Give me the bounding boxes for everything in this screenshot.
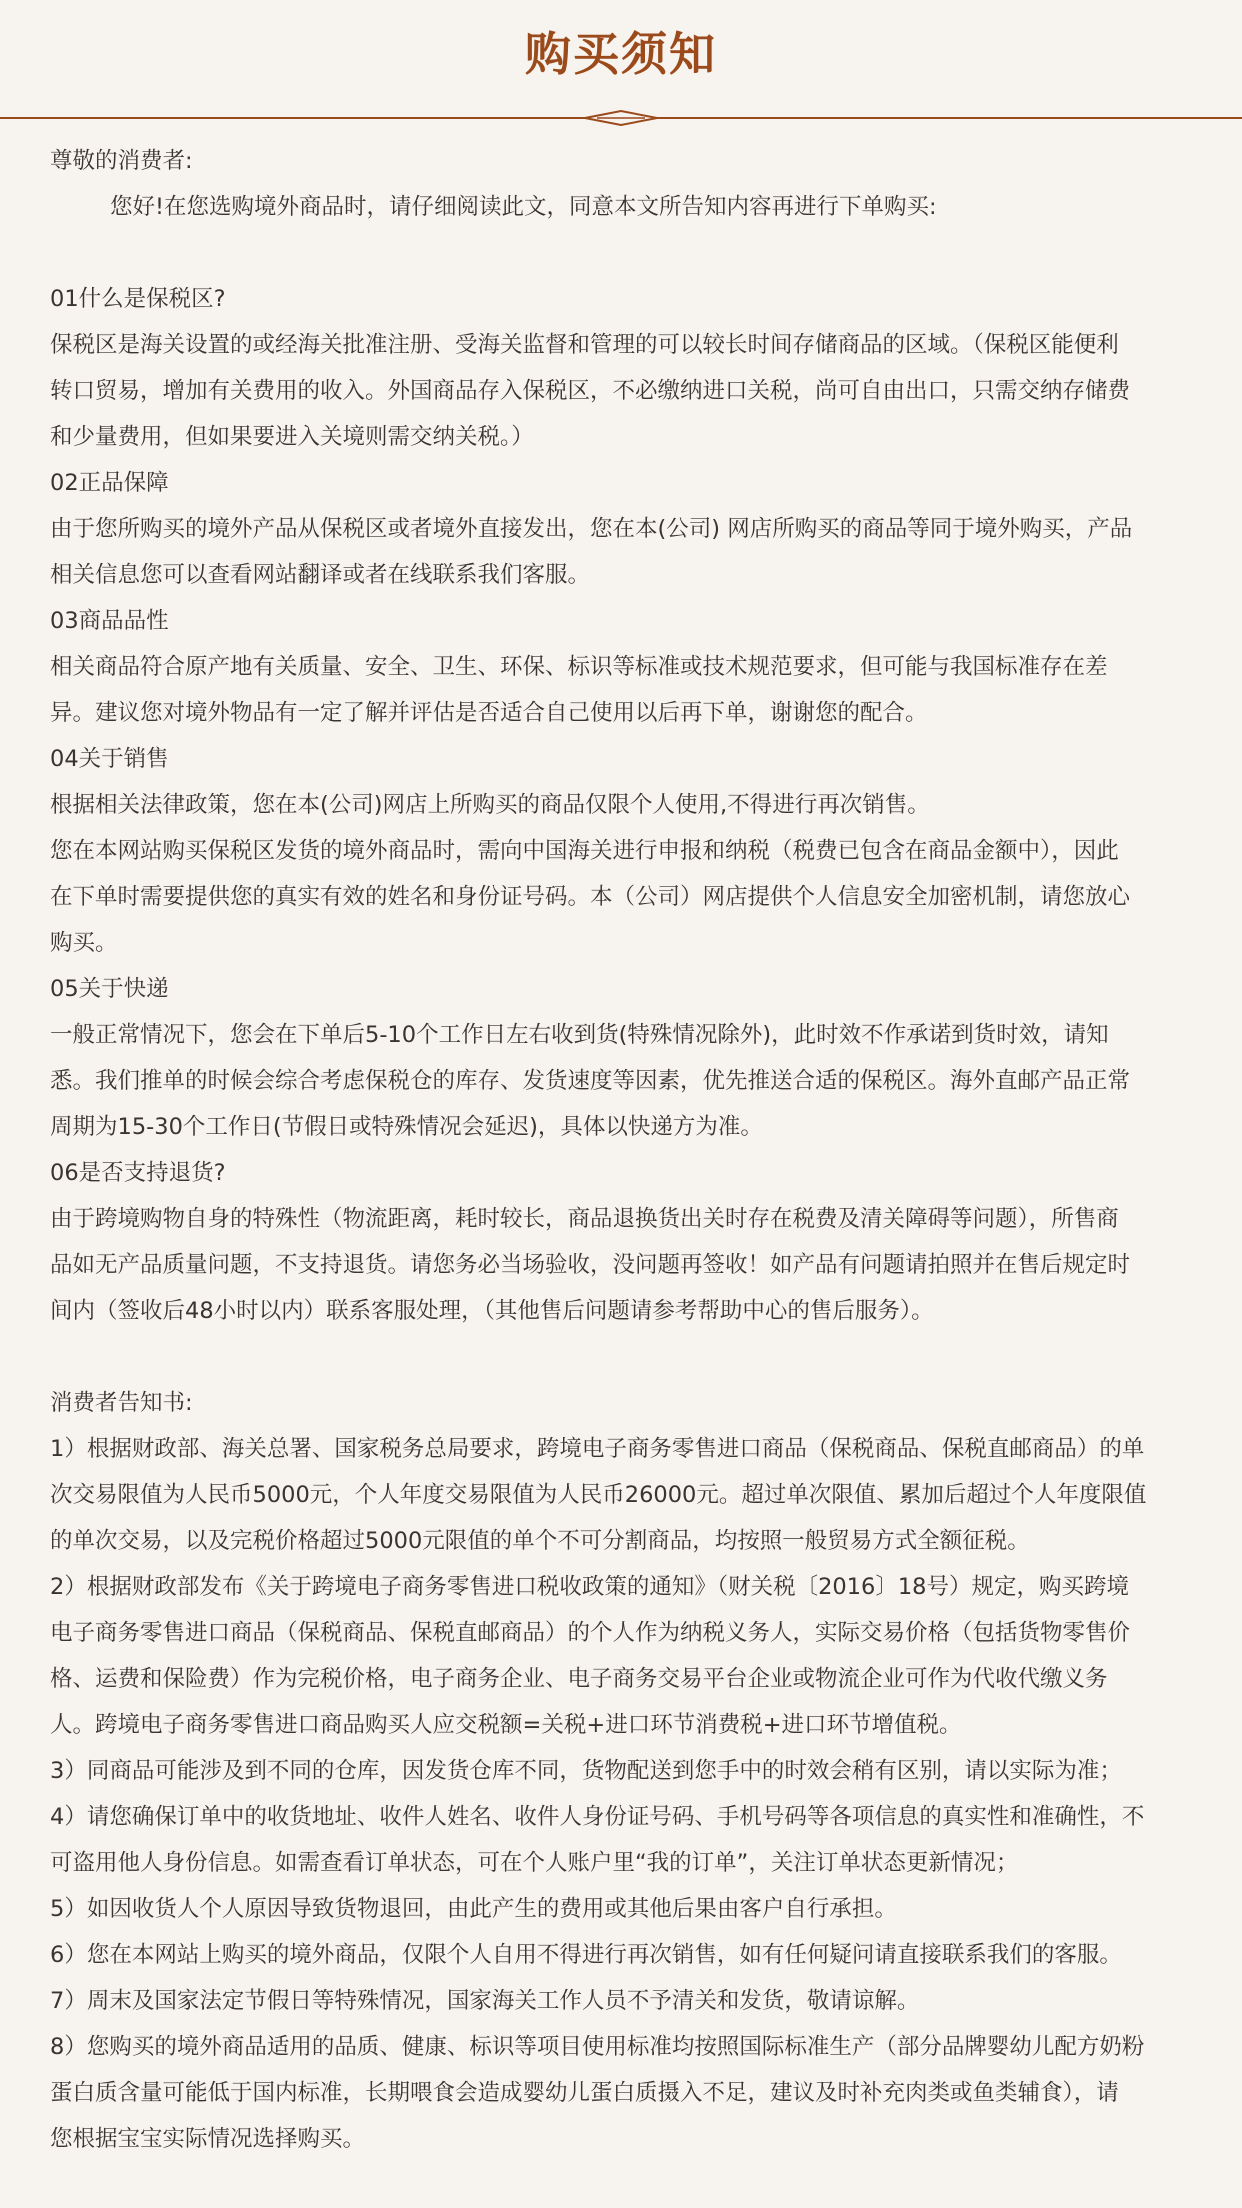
header: [0, 0, 1242, 130]
section-line: 间内（签收后48小时以内）联系客服处理，（其他售后问题请参考帮助中心的售后服务）。: [50, 1298, 934, 1324]
notice-item: [50, 1794, 1200, 1886]
section-heading: 06是否支持退货?: [50, 1160, 226, 1186]
spacer: [50, 230, 1200, 276]
section-line: 品如无产品质量问题，不支持退货。请您务必当场验收，没问题再签收！如产品有问题请拍照并在售后规定时: [50, 1252, 1131, 1278]
notice-item: [50, 1748, 1200, 1794]
title-divider: [0, 106, 1242, 130]
section-heading: 02正品保障: [50, 470, 169, 496]
notice-line: 1）根据财政部、海关总署、国家税务总局要求，跨境电子商务零售进口商品（保税商品、保税直邮商品）的单: [50, 1436, 1145, 1462]
section-line: 悉。我们推单的时候会综合考虑保税仓的库存、发货速度等因素，优先推送合适的保税区。海外直邮产品正常: [50, 1068, 1131, 1094]
notice-line: 人。跨境电子商务零售进口商品购买人应交税额=关税+进口环节消费税+进口环节增值税。: [50, 1712, 962, 1738]
section-list: [50, 276, 1200, 1334]
intro-text: 您好!在您选购境外商品时，请仔细阅读此文，同意本文所告知内容再进行下单购买:: [110, 194, 937, 220]
section: [50, 598, 1200, 736]
greeting: 尊敬的消费者:: [50, 148, 193, 174]
section: [50, 276, 1200, 460]
section-line: 由于跨境购物自身的特殊性（物流距离，耗时较长，商品退换货出关时存在税费及清关障碍等问题），所售商: [50, 1206, 1119, 1232]
section-line: 相关商品符合原产地有关质量、安全、卫生、环保、标识等标准或技术规范要求，但可能与我国标准存在差: [50, 654, 1108, 680]
section: [50, 966, 1200, 1150]
section-line: 一般正常情况下，您会在下单后5-10个工作日左右收到货(特殊情况除外)，此时效不作承诺到货时效，请知: [50, 1022, 1109, 1048]
section-line: 周期为15-30个工作日(节假日或特殊情况会延迟)，具体以快递方为准。: [50, 1114, 763, 1140]
consumer-notice: [50, 1380, 1200, 2162]
section-heading: 01什么是保税区?: [50, 286, 226, 312]
notice-item: [50, 1886, 1200, 1932]
section-line: 根据相关法律政策，您在本(公司)网店上所购买的商品仅限个人使用,不得进行再次销售。: [50, 792, 930, 818]
section-heading: 03商品品性: [50, 608, 169, 634]
section-line: 异。建议您对境外物品有一定了解并评估是否适合自己使用以后再下单，谢谢您的配合。: [50, 700, 928, 726]
notice-line: 5）如因收货人个人原因导致货物退回，由此产生的费用或其他后果由客户自行承担。: [50, 1896, 897, 1922]
notice-line: 蛋白质含量可能低于国内标准，长期喂食会造成婴幼儿蛋白质摄入不足，建议及时补充肉类或鱼类辅食），请: [50, 2080, 1119, 2106]
notice-line: 2）根据财政部发布《关于跨境电子商务零售进口税收政策的通知》（财关税〔2016〕18号）规定，购买跨境: [50, 1574, 1129, 1600]
notice-line: 格、运费和保险费）作为完税价格，电子商务企业、电子商务交易平台企业或物流企业可作为代收代缴义务: [50, 1666, 1108, 1692]
notice-line: 4）请您确保订单中的收货地址、收件人姓名、收件人身份证号码、手机号码等各项信息的真实性和准确性，不: [50, 1804, 1145, 1830]
notice-line: 6）您在本网站上购买的境外商品，仅限个人自用不得进行再次销售，如有任何疑问请直接联系我们的客服。: [50, 1942, 1122, 1968]
spacer: [50, 1334, 1200, 1380]
notice-content: [50, 138, 1200, 2162]
notice-item: [50, 1564, 1200, 1748]
notice-line: 次交易限值为人民币5000元，个人年度交易限值为人民币26000元。超过单次限值、累加后超过个人年度限值: [50, 1482, 1147, 1508]
notice-line: 3）同商品可能涉及到不同的仓库，因发货仓库不同，货物配送到您手中的时效会稍有区别，请以实际为准；: [50, 1758, 1122, 1784]
notice-line: 您根据宝宝实际情况选择购买。: [50, 2126, 366, 2152]
notice-line: 8）您购买的境外商品适用的品质、健康、标识等项目使用标准均按照国际标准生产（部分品牌婴幼儿配方奶粉: [50, 2034, 1145, 2060]
section-line: 和少量费用，但如果要进入关境则需交纳关税。）: [50, 424, 534, 450]
section: [50, 460, 1200, 598]
notice-item: [50, 1978, 1200, 2024]
section-line: 相关信息您可以查看网站翻译或者在线联系我们客服。: [50, 562, 591, 588]
notice-line: 可盗用他人身份信息。如需查看订单状态，可在个人账户里“我的订单”，关注订单状态更新情况；: [50, 1850, 1019, 1876]
notice-item: [50, 2024, 1200, 2162]
notice-item: [50, 1426, 1200, 1564]
page-title: 购买须知: [525, 27, 717, 81]
section-line: 保税区是海关设置的或经海关批准注册、受海关监督和管理的可以较长时间存储商品的区域。（保税区能便利: [50, 332, 1119, 358]
section-line: 购买。: [50, 930, 118, 956]
notice-heading: 消费者告知书:: [50, 1390, 193, 1416]
section-line: 您在本网站购买保税区发货的境外商品时，需向中国海关进行申报和纳税（税费已包含在商品金额中），因此: [50, 838, 1119, 864]
section-line: 转口贸易，增加有关费用的收入。外国商品存入保税区，不必缴纳进口关税，尚可自由出口，只需交纳存储费: [50, 378, 1131, 404]
section-heading: 05关于快递: [50, 976, 169, 1002]
notice-line: 的单次交易，以及完税价格超过5000元限值的单个不可分割商品，均按照一般贸易方式全额征税。: [50, 1528, 1030, 1554]
notice-line: 7）周末及国家法定节假日等特殊情况，国家海关工作人员不予清关和发货，敬请谅解。: [50, 1988, 920, 2014]
section: [50, 1150, 1200, 1334]
section-line: 由于您所购买的境外产品从保税区或者境外直接发出，您在本(公司) 网店所购买的商品等同于境外购买，产品: [50, 516, 1133, 542]
notice-line: 电子商务零售进口商品（保税商品、保税直邮商品）的个人作为纳税义务人，实际交易价格（包括货物零售价: [50, 1620, 1131, 1646]
section: [50, 736, 1200, 966]
section-heading: 04关于销售: [50, 746, 169, 772]
section-line: 在下单时需要提供您的真实有效的姓名和身份证号码。本（公司）网店提供个人信息安全加密机制，请您放心: [50, 884, 1131, 910]
notice-item: [50, 1932, 1200, 1978]
